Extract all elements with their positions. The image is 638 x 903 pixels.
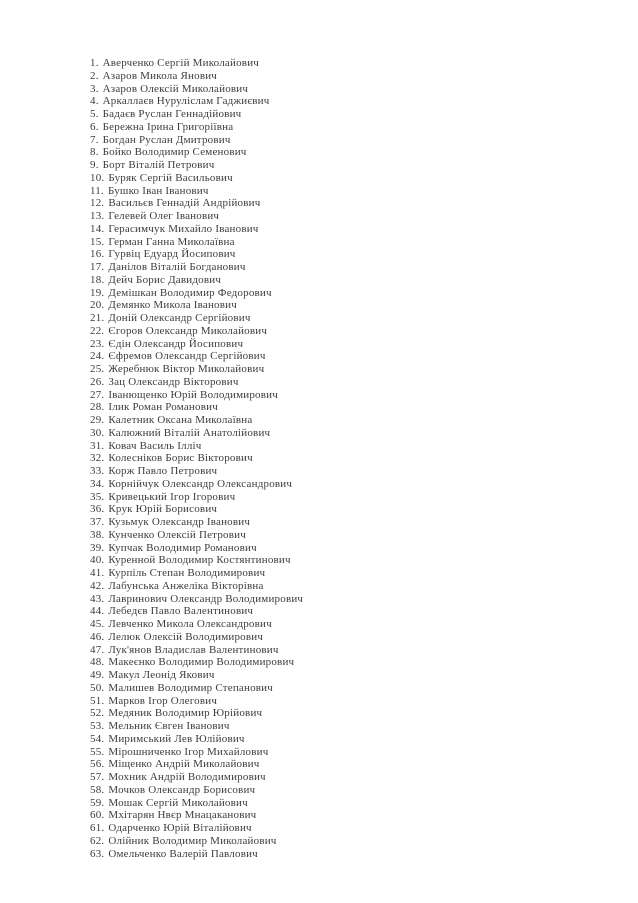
list-item [90, 121, 598, 134]
list-item [90, 108, 598, 121]
list-item [90, 809, 598, 822]
item-number: 59. [90, 796, 105, 809]
list-item [90, 287, 598, 300]
item-number: 11. [90, 184, 104, 197]
item-name: Кривецький Ігор Ігорович [108, 490, 236, 503]
item-number: 50. [90, 681, 105, 694]
item-number: 19. [90, 286, 105, 299]
item-number: 33. [90, 465, 105, 477]
item-number: 23. [90, 337, 105, 350]
item-name: Герасимчук Михайло Іванович [108, 222, 259, 235]
list-item [90, 261, 598, 274]
list-item [90, 797, 598, 810]
item-name: Миримський Лев Юлійович [108, 732, 245, 745]
item-number: 62. [90, 834, 105, 847]
item-name: Мхітарян Нвєр Мнацаканович [108, 809, 257, 822]
list-item [90, 554, 598, 567]
item-name: Мочков Олександр Борисович [108, 783, 256, 796]
list-item [90, 567, 598, 580]
item-name: Медяник Володимир Юрійович [108, 707, 263, 720]
item-name: Мошак Сергій Миколайович [108, 796, 248, 809]
item-name: Кузьмук Олександр Іванович [108, 516, 251, 528]
list-item [90, 784, 598, 797]
item-number: 18. [90, 273, 105, 286]
item-name: Буряк Сергій Васильович [108, 171, 233, 184]
item-number: 45. [90, 618, 105, 630]
item-number: 34. [90, 477, 105, 490]
list-item [90, 669, 598, 682]
item-number: 6. [90, 120, 99, 133]
item-number: 31. [90, 439, 105, 452]
item-name: Демішкан Володимир Федорович [108, 286, 272, 299]
item-name: Дейч Борис Давидович [108, 273, 222, 286]
list-item [90, 210, 598, 223]
item-number: 56. [90, 758, 105, 771]
item-number: 46. [90, 630, 105, 643]
item-name: Герман Ганна Миколаївна [108, 235, 235, 248]
item-name: Азаров Олексій Миколайович [102, 82, 249, 95]
item-name: Омельченко Валерій Павлович [108, 847, 258, 860]
list-item [90, 644, 598, 657]
list-item [90, 325, 598, 338]
item-number: 9. [90, 159, 99, 171]
item-number: 63. [90, 847, 105, 860]
list-item [90, 248, 598, 261]
list-item [90, 618, 598, 631]
list-item [90, 134, 598, 147]
item-name: Бадаєв Руслан Геннадійович [102, 108, 242, 120]
item-number: 32. [90, 452, 105, 465]
item-name: Доній Олександр Сергійович [108, 312, 251, 324]
item-number: 14. [90, 222, 105, 235]
list-item [90, 146, 598, 159]
item-number: 2. [90, 69, 99, 82]
item-name: Мельник Євген Іванович [108, 720, 230, 732]
list-item [90, 848, 598, 861]
list-item [90, 414, 598, 427]
list-item [90, 172, 598, 185]
list-item [90, 758, 598, 771]
list-item [90, 707, 598, 720]
list-item [90, 516, 598, 529]
item-number: 5. [90, 108, 99, 120]
item-name: Єфремов Олександр Сергійович [108, 350, 266, 363]
list-item [90, 83, 598, 96]
list-item [90, 580, 598, 593]
item-name: Олійник Володимир Миколайович [108, 834, 277, 847]
list-item [90, 822, 598, 835]
list-item [90, 720, 598, 733]
list-item [90, 57, 598, 70]
item-number: 22. [90, 324, 105, 337]
item-number: 13. [90, 210, 105, 222]
item-number: 20. [90, 299, 105, 312]
item-name: Ілик Роман Романович [108, 401, 218, 414]
item-name: Колесніков Борис Вікторович [108, 452, 253, 465]
item-name: Макул Леонід Якович [108, 669, 215, 681]
item-number: 10. [90, 171, 105, 184]
item-name: Васильєв Геннадій Андрійович [108, 197, 261, 210]
item-name: Бушко Іван Іванович [107, 184, 209, 197]
list-item [90, 465, 598, 478]
item-number: 49. [90, 669, 105, 681]
list-item [90, 605, 598, 618]
item-number: 57. [90, 771, 105, 783]
item-name: Єдін Олександр Йосипович [108, 337, 244, 350]
item-number: 21. [90, 312, 105, 324]
item-name: Зац Олександр Вікторович [108, 375, 239, 388]
list-item [90, 695, 598, 708]
list-item [90, 197, 598, 210]
item-name: Азаров Микола Янович [102, 69, 218, 82]
item-number: 40. [90, 554, 105, 567]
name-list [90, 57, 598, 860]
item-number: 17. [90, 261, 105, 273]
item-name: Борт Віталій Петрович [102, 159, 215, 171]
list-item [90, 95, 598, 108]
item-name: Бойко Володимир Семенович [102, 146, 247, 159]
list-item [90, 401, 598, 414]
item-number: 53. [90, 720, 105, 732]
item-name: Лабунська Анжеліка Вікторівна [108, 579, 264, 592]
item-name: Курпіль Степан Володимирович [108, 567, 266, 579]
item-number: 27. [90, 388, 105, 401]
list-item [90, 733, 598, 746]
item-name: Міщенко Андрій Миколайович [108, 758, 260, 771]
item-number: 36. [90, 503, 105, 516]
item-name: Аверченко Сергій Миколайович [102, 57, 260, 69]
list-item [90, 312, 598, 325]
list-item [90, 656, 598, 669]
item-name: Лук'янов Владислав Валентинович [108, 643, 279, 656]
item-name: Мохник Андрій Володимирович [108, 771, 266, 783]
item-name: Лавринович Олександр Володимирович [108, 592, 304, 605]
item-number: 48. [90, 656, 105, 669]
item-name: Лелюк Олексій Володимирович [108, 630, 264, 643]
item-name: Крук Юрій Борисович [108, 503, 218, 516]
item-number: 8. [90, 146, 99, 159]
item-name: Макеєнко Володимир Володимирович [108, 656, 295, 669]
list-item [90, 376, 598, 389]
list-item [90, 478, 598, 491]
item-name: Марков Ігор Олегович [108, 694, 218, 707]
item-name: Лебедєв Павло Валентинович [108, 605, 254, 618]
item-number: 16. [90, 248, 105, 261]
item-name: Корнійчук Олександр Олександрович [108, 477, 293, 490]
list-item [90, 503, 598, 516]
item-name: Малишев Володимир Степанович [108, 681, 273, 694]
item-number: 26. [90, 375, 105, 388]
item-name: Одарченко Юрій Віталійович [108, 822, 252, 834]
item-number: 58. [90, 783, 105, 796]
item-name: Іванющенко Юрій Володимирович [108, 388, 278, 401]
list-item [90, 746, 598, 759]
item-name: Ковач Василь Ілліч [108, 439, 202, 452]
item-name: Єгоров Олександр Миколайович [108, 324, 268, 337]
list-item [90, 185, 598, 198]
list-item [90, 542, 598, 555]
list-item [90, 350, 598, 363]
item-name: Калетник Оксана Миколаївна [108, 414, 253, 426]
item-name: Корж Павло Петрович [108, 465, 218, 477]
item-number: 39. [90, 541, 105, 554]
item-name: Левченко Микола Олександрович [108, 618, 272, 630]
list-item [90, 338, 598, 351]
item-number: 1. [90, 57, 99, 69]
item-number: 55. [90, 745, 105, 758]
list-item [90, 440, 598, 453]
item-number: 60. [90, 809, 105, 822]
item-name: Жеребнюк Віктор Миколайович [108, 363, 265, 375]
list-item [90, 389, 598, 402]
item-number: 52. [90, 707, 105, 720]
list-item [90, 682, 598, 695]
item-number: 7. [90, 133, 99, 146]
item-name: Калюжний Віталій Анатолійович [108, 426, 271, 439]
item-number: 51. [90, 694, 105, 707]
list-item [90, 299, 598, 312]
list-item [90, 159, 598, 172]
item-number: 47. [90, 643, 105, 656]
item-name: Аркаллаєв Нуруліслам Гаджиєвич [102, 95, 270, 108]
item-name: Данілов Віталій Богданович [108, 261, 246, 273]
item-number: 44. [90, 605, 105, 618]
item-number: 29. [90, 414, 105, 426]
item-number: 42. [90, 579, 105, 592]
item-name: Кунченко Олексій Петрович [108, 528, 246, 541]
item-number: 24. [90, 350, 105, 363]
item-number: 12. [90, 197, 105, 210]
list-item [90, 835, 598, 848]
item-name: Мірошниченко Ігор Михайлович [108, 745, 269, 758]
list-item [90, 593, 598, 606]
list-item [90, 631, 598, 644]
list-item [90, 274, 598, 287]
item-number: 54. [90, 732, 105, 745]
list-item [90, 70, 598, 83]
list-item [90, 529, 598, 542]
list-item [90, 771, 598, 784]
item-number: 3. [90, 82, 99, 95]
item-number: 61. [90, 822, 105, 834]
item-name: Богдан Руслан Дмитрович [102, 133, 231, 146]
list-item [90, 363, 598, 376]
item-name: Демянко Микола Іванович [108, 299, 237, 312]
item-number: 38. [90, 528, 105, 541]
list-item [90, 236, 598, 249]
item-number: 43. [90, 592, 105, 605]
item-name: Купчак Володимир Романович [108, 541, 257, 554]
item-number: 28. [90, 401, 105, 414]
item-number: 15. [90, 235, 105, 248]
item-number: 25. [90, 363, 105, 375]
item-name: Гурвіц Едуард Йосипович [108, 248, 236, 261]
item-number: 35. [90, 490, 105, 503]
item-number: 37. [90, 516, 105, 528]
list-item [90, 452, 598, 465]
list-item [90, 491, 598, 504]
list-item [90, 223, 598, 236]
item-name: Бережна Ірина Григоріївна [102, 120, 234, 133]
item-number: 4. [90, 95, 99, 108]
item-number: 30. [90, 426, 105, 439]
item-name: Гелевей Олег Іванович [108, 210, 220, 222]
list-item [90, 427, 598, 440]
item-number: 41. [90, 567, 105, 579]
item-name: Куренной Володимир Костянтинович [108, 554, 291, 567]
